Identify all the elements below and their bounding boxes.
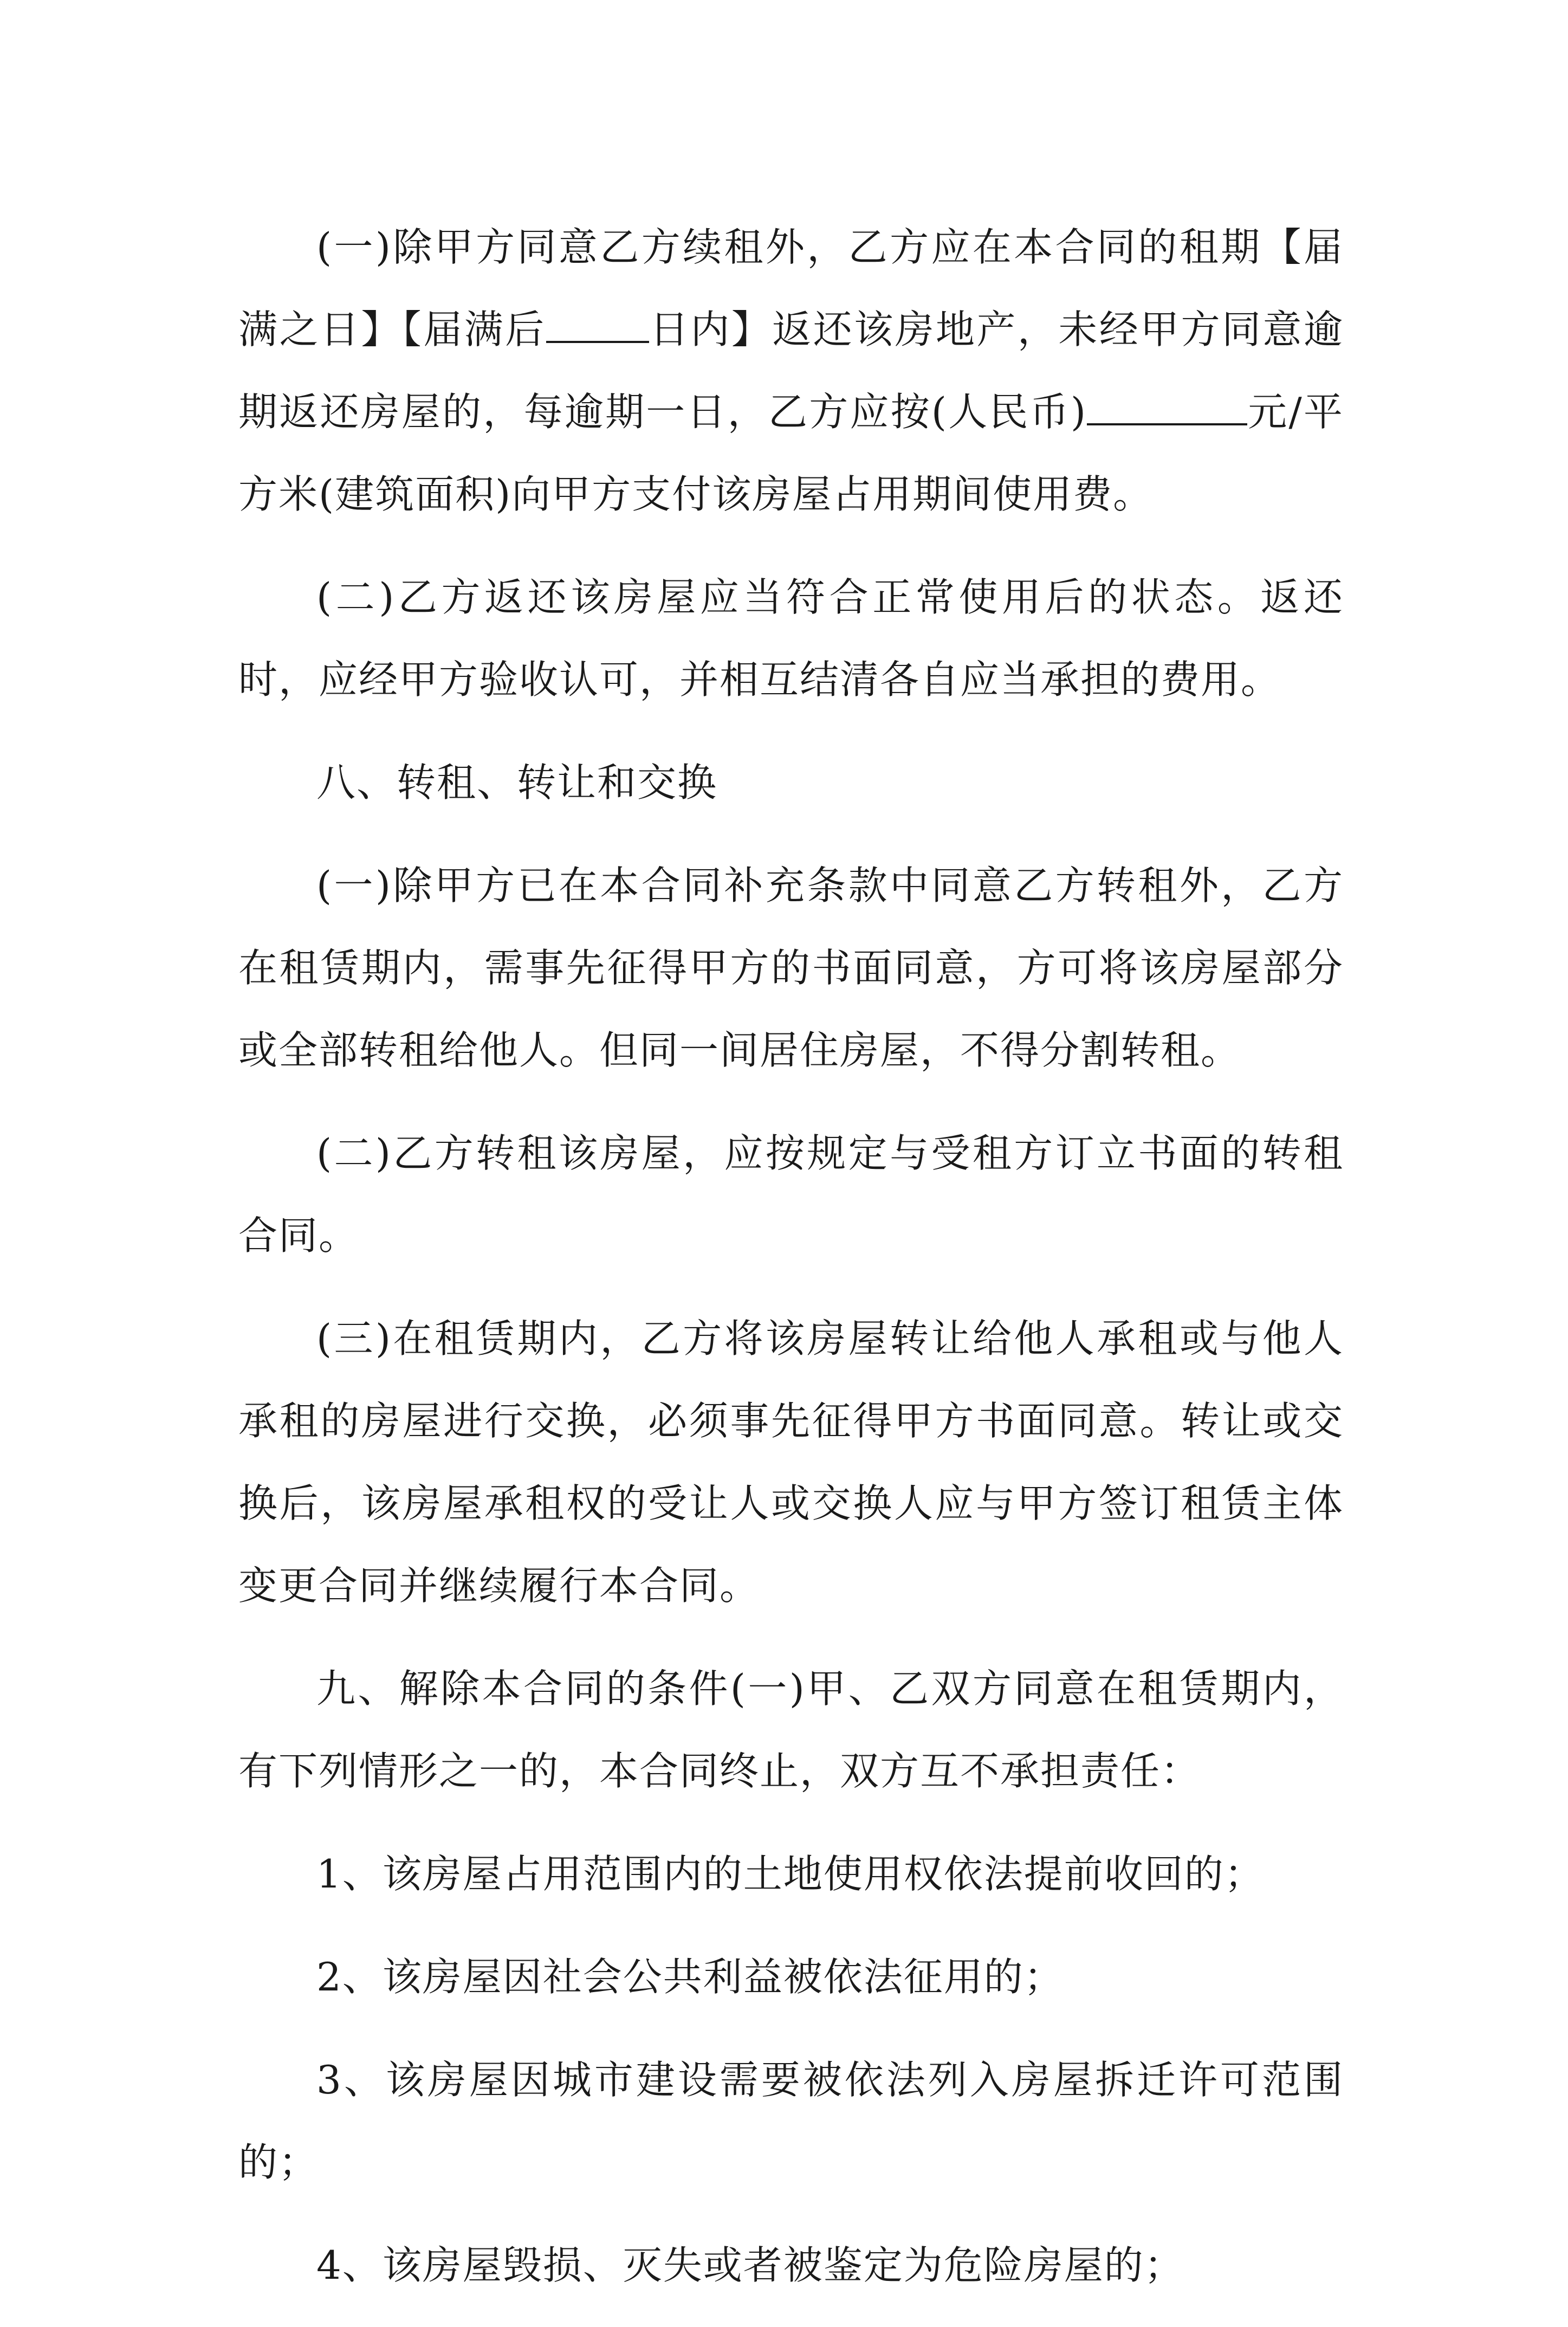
list-item-4: 4、该房屋毁损、灭失或者被鉴定为危险房屋的； — [316, 2242, 1184, 2288]
paragraph-clause-7-2: (二)乙方返还该房屋应当符合正常使用后的状态。返还时，应经甲方验收认可，并相互结清各自应当承担的费用。 — [238, 574, 1344, 702]
clause-7-1-part-3: 元/平方米(建筑面积)向甲方支付该房屋占用期间使用费。 — [238, 389, 1344, 517]
clause-7-1-part-2: 日内】返还该房地产，未经甲方同意逾期返还房屋的，每逾期一日，乙方应按(人民币) — [238, 307, 1344, 435]
list-item-3: 3、该房屋因城市建设需要被依法列入房屋拆迁许可范围的； — [238, 2057, 1344, 2185]
list-item-1: 1、该房屋占用范围内的土地使用权依法提前收回的； — [316, 1851, 1265, 1897]
paragraph-clause-7-1 — [238, 206, 1344, 535]
document-body — [238, 206, 1344, 2327]
clause-7-1-part-1: (一)除甲方同意乙方续租外，乙方应在本合同的租期【届满之日】【届满后 — [238, 224, 1344, 352]
section-8-heading: 八、转租、转让和交换 — [316, 760, 718, 805]
rent-rate-blank-field — [1087, 391, 1247, 425]
paragraph-clause-8-1: (一)除甲方已在本合同补充条款中同意乙方转租外，乙方在租赁期内，需事先征得甲方的书面同意，方可将该房屋部分或全部转租给他人。但同一间居住房屋，不得分割转租。 — [238, 863, 1344, 1073]
days-blank-field — [546, 308, 649, 343]
paragraph-clause-8-2: (二)乙方转租该房屋，应按规定与受租方订立书面的转租合同。 — [238, 1130, 1344, 1258]
list-item-2: 2、该房屋因社会公共利益被依法征用的； — [316, 1954, 1064, 2000]
paragraph-section-9: 九、解除本合同的条件(一)甲、乙双方同意在租赁期内，有下列情形之一的，本合同终止，双方互不承担责任： — [238, 1666, 1344, 1794]
paragraph-clause-8-3: (三)在租赁期内，乙方将该房屋转让给他人承租或与他人承租的房屋进行交换，必须事先征得甲方书面同意。转让或交换后，该房屋承租权的受让人或交换人应与甲方签订租赁主体变更合同并继续履行本合同。 — [238, 1316, 1344, 1608]
